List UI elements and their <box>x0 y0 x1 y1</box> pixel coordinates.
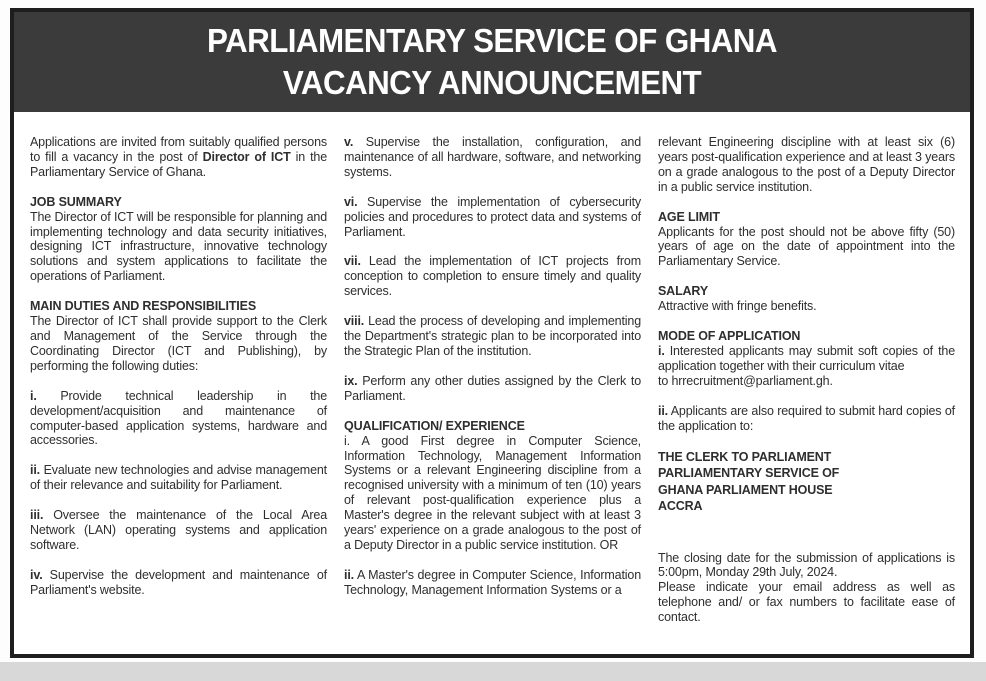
intro-text-post: in the Parliamentary Service of Ghana. <box>30 149 327 179</box>
duty-text: Supervise the development and maintenance of Parliament's website. <box>30 567 327 597</box>
duty-text: Perform any other duties assigned by the Clerk to Parliament. <box>344 373 641 403</box>
mode-item-text: Interested applicants may submit soft copies of the application together with their curriculum vitae <box>658 343 955 373</box>
duty-text: Evaluate new technologies and advise management of their relevance and suitability for Parliament. <box>30 463 327 493</box>
job-summary-body: The Director of ICT will be responsible for planning and implementing technology and data security initiatives, designing ICT infrastructure, innovative technology solutions and system applications to facilitate the operations of Parliament. <box>30 209 327 284</box>
address-line-2: PARLIAMENTARY SERVICE OF <box>658 466 840 480</box>
contact-instruction-text: Please indicate your email address as well as telephone and/ or fax numbers to facilitate ease of contact. <box>658 580 955 625</box>
duty-item-iv <box>30 568 327 598</box>
duty-item-ix <box>344 374 641 404</box>
main-duties-heading: MAIN DUTIES AND RESPONSIBILITIES <box>30 299 257 314</box>
duty-number: ii. <box>30 463 40 478</box>
vacancy-announcement-document <box>10 8 974 658</box>
intro-post-title: Director of ICT <box>202 149 291 164</box>
main-duties-intro: The Director of ICT shall provide support to the Clerk and Management of the Service through the Coordinating Director (ICT and Publishing), by performing the following duties: <box>30 314 327 373</box>
document-header-banner <box>14 12 970 112</box>
qualification-heading: QUALIFICATION/ EXPERIENCE <box>344 418 525 433</box>
qualification-item-ii <box>344 568 641 598</box>
duty-text: Lead the implementation of ICT projects from conception to completion to ensure timely and quality services. <box>344 254 641 299</box>
qualification-continuation: relevant Engineering discipline with at least six (6) years post-qualification experience and at least 3 years on a grade analogous to the post of a Deputy Director in a public service institution. <box>658 135 955 194</box>
age-limit-heading: AGE LIMIT <box>658 209 720 224</box>
duty-number: viii. <box>344 314 365 329</box>
duty-text: Supervise the installation, configuration, and maintenance of all hardware, software, and networking systems. <box>344 135 641 179</box>
address-line-1: THE CLERK TO PARLIAMENT <box>658 449 832 464</box>
salary-heading: SALARY <box>658 284 709 299</box>
duty-number: v. <box>344 135 354 149</box>
job-summary-heading: JOB SUMMARY <box>30 194 122 209</box>
duty-item-iii <box>30 508 327 553</box>
column-2 <box>344 135 641 640</box>
header-title-line2: VACANCY ANNOUNCEMENT <box>282 64 702 101</box>
duty-number: ix. <box>344 373 358 388</box>
scan-edge-strip <box>0 662 986 681</box>
mode-item-email-line: to hrrecruitment@parliament.gh. <box>658 373 833 388</box>
mode-item-i <box>658 344 955 389</box>
duty-number: vii. <box>344 254 361 269</box>
closing-date-text: The closing date for the submission of applications is 5:00pm, Monday 29th July, 2024. <box>658 550 955 580</box>
intro-text-pre: Applications are invited from suitably qualified persons to fill a vacancy in the post of <box>30 135 327 164</box>
duty-text: Lead the process of developing and implementing the Department's strategic plan to be incorporated into the Strategic Plan of the institution. <box>344 314 641 358</box>
duty-text: Oversee the maintenance of the Local Area Network (LAN) operating systems and application software. <box>30 508 327 552</box>
mode-item-text: Applicants are also required to submit hard copies of the application to: <box>658 403 955 433</box>
age-limit-body: Applicants for the post should not be above fifty (50) years of age on the date of appointment into the Parliamentary Service. <box>658 224 955 269</box>
duty-number: i. <box>30 388 37 403</box>
mode-of-application-heading: MODE OF APPLICATION <box>658 329 801 344</box>
qualification-item-text: A Master's degree in Computer Science, Information Technology, Management Information Systems or a <box>344 567 641 597</box>
column-3 <box>658 135 955 640</box>
address-line-3: GHANA PARLIAMENT HOUSE <box>658 482 833 497</box>
mode-item-number: i. <box>658 343 665 358</box>
qualification-item-number: ii. <box>344 567 354 582</box>
duty-item-i <box>30 389 327 449</box>
salary-body: Attractive with fringe benefits. <box>658 299 817 314</box>
duty-number: iii. <box>30 508 44 523</box>
duty-item-ii <box>30 463 327 493</box>
duty-text: Provide technical leadership in the development/acquisition and maintenance of computer-based application systems, hardware and accessories. <box>30 388 327 448</box>
duty-item-vi <box>344 195 641 240</box>
duty-item-viii <box>344 314 641 359</box>
header-title-line1: PARLIAMENTARY SERVICE OF GHANA <box>207 22 777 59</box>
closing-date-paragraph <box>658 551 955 626</box>
mode-item-number: ii. <box>658 403 668 418</box>
document-body <box>14 112 970 640</box>
duty-number: iv. <box>30 567 43 582</box>
qualification-item-i: i. A good First degree in Computer Science, Information Technology, Management Information Systems or a relevant Engineering discipline from a recognised university with a minimum of ten (10) years of relevant post-qualification experience plus a Master's degree in the relevant subject with at least 3 years' experience on a grade analogous to the post of a Deputy Director in a public service institution. OR <box>344 433 641 552</box>
duty-item-v <box>344 135 641 180</box>
intro-paragraph <box>30 135 327 180</box>
duty-item-vii <box>344 254 641 299</box>
mode-item-ii <box>658 404 955 434</box>
postal-address-block <box>658 449 955 515</box>
address-line-4: ACCRA <box>658 499 703 513</box>
column-1 <box>30 135 327 640</box>
duty-text: Supervise the implementation of cybersecurity policies and procedures to protect data and systems of Parliament. <box>344 194 641 239</box>
duty-number: vi. <box>344 194 358 209</box>
